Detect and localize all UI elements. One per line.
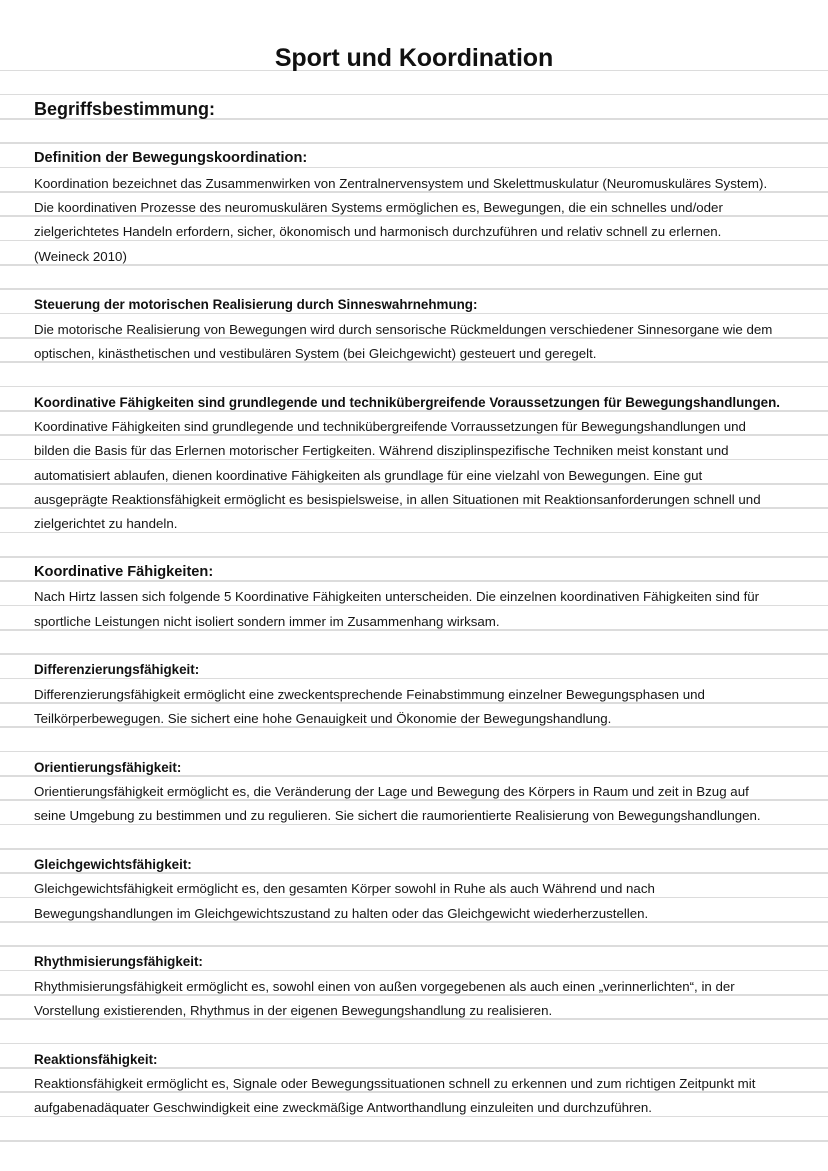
- paragraph-line: Rhythmisierungsfähigkeit ermöglicht es, sowohl einen von außen vorgegebenen als auch einen „verinnerlichten“, in der: [34, 978, 735, 994]
- paragraph-line: Die motorische Realisierung von Bewegungen wird durch sensorische Rückmeldungen verschiedener Sinnesorgane wie dem: [34, 321, 773, 337]
- paragraph-line: Reaktionsfähigkeit ermöglicht es, Signale oder Bewegungssituationen schnell zu erkennen und zum richtigen Zeitpunkt mit: [34, 1076, 756, 1092]
- paragraph-line: bilden die Basis für das Erlernen motorischer Fertigkeiten. Während disziplinspezifische Techniken meist konstant und: [34, 443, 729, 459]
- section-heading: Reaktionsfähigkeit:: [34, 1051, 158, 1067]
- paragraph-line: ausgeprägte Reaktionsfähigkeit ermöglicht es besispielsweise, in allen Situationen mit Reaktionsanforderungen schnell und: [34, 492, 761, 508]
- section-heading: Koordinative Fähigkeiten sind grundlegende und technikübergreifende Voraussetzungen für Bewegungshandlungen.: [34, 394, 780, 410]
- section-heading: Orientierungsfähigkeit:: [34, 759, 182, 775]
- section-heading: Begriffsbestimmung:: [34, 98, 216, 119]
- section-heading: Rhythmisierungsfähigkeit:: [34, 954, 203, 970]
- paragraph-line: Koordinative Fähigkeiten sind grundlegende und technikübergreifende Vorraussetzungen für Bewegungshandlungen und: [34, 419, 746, 435]
- paragraph-line: Orientierungsfähigkeit ermöglicht es, die Veränderung der Lage und Bewegung des Körpers in Raum und zeit in Bzug auf: [34, 784, 749, 800]
- paragraph-line: Nach Hirtz lassen sich folgende 5 Koordinative Fähigkeiten unterscheiden. Die einzelnen koordinativen Fähigkeiten sind für: [34, 589, 760, 605]
- paragraph-line: Teilkörperbewegugen. Sie sichert eine hohe Genauigkeit und Ökonomie der Bewegungshandlung.: [34, 711, 612, 727]
- paragraph-line: automatisiert ablaufen, dienen koordinative Fähigkeiten als grundlage für eine vielzahl von Bewegungen. Eine gut: [34, 467, 703, 483]
- paragraph-line: zielgerichtet zu handeln.: [34, 516, 178, 532]
- paragraph-line: aufgabenadäquater Geschwindigkeit eine zweckmäßige Antworthandlung einzuleiten und durchzuführen.: [34, 1100, 652, 1116]
- section-heading: Definition der Bewegungskoordination:: [34, 150, 308, 167]
- paragraph-line: Die koordinativen Prozesse des neuromuskulären Systems ermöglichen es, Bewegungen, die ein schnelles und/oder: [34, 200, 723, 216]
- section-heading: Gleichgewichtsfähigkeit:: [34, 856, 192, 872]
- paragraph-line: seine Umgebung zu bestimmen und zu regulieren. Sie sichert die raumorientierte Realisierung von Bewegungshandlungen.: [34, 808, 761, 824]
- paragraph-line: Gleichgewichtsfähigkeit ermöglicht es, den gesamten Körper sowohl in Ruhe als auch Während und nach: [34, 881, 655, 897]
- section-heading: Koordinative Fähigkeiten:: [34, 563, 214, 580]
- paragraph-line: Vorstellung existierenden, Rhythmus in der eigenen Bewegungshandlung zu realisieren.: [34, 1003, 553, 1019]
- paragraph-line: sportliche Leistungen nicht isoliert sondern immer im Zusammenhang wirksam.: [34, 613, 500, 629]
- paragraph-line: Bewegungshandlungen im Gleichgewichtszustand zu halten oder das Gleichgewicht wiederherzustellen.: [34, 905, 649, 921]
- paragraph-line: (Weineck 2010): [34, 248, 127, 264]
- paragraph-line: optischen, kinästhetischen und vestibulären System (bei Gleichgewicht) gesteuert und geregelt.: [34, 346, 597, 362]
- paragraph-line: Koordination bezeichnet das Zusammenwirken von Zentralnervensystem und Skelettmuskulatur (Neuromuskuläres System).: [34, 175, 768, 191]
- section-heading: Steuerung der motorischen Realisierung durch Sinneswahrnehmung:: [34, 297, 478, 313]
- paragraph-line: zielgerichtetes Handeln erfordern, sicher, ökonomisch und harmonisch durchzuführen und relativ schnell zu erlernen.: [34, 224, 722, 240]
- section-heading: Differenzierungsfähigkeit:: [34, 662, 200, 678]
- page-title: Sport und Koordination: [274, 43, 554, 72]
- paragraph-line: Differenzierungsfähigkeit ermöglicht eine zweckentsprechende Feinabstimmung einzelner Bewegungsphasen und: [34, 686, 705, 702]
